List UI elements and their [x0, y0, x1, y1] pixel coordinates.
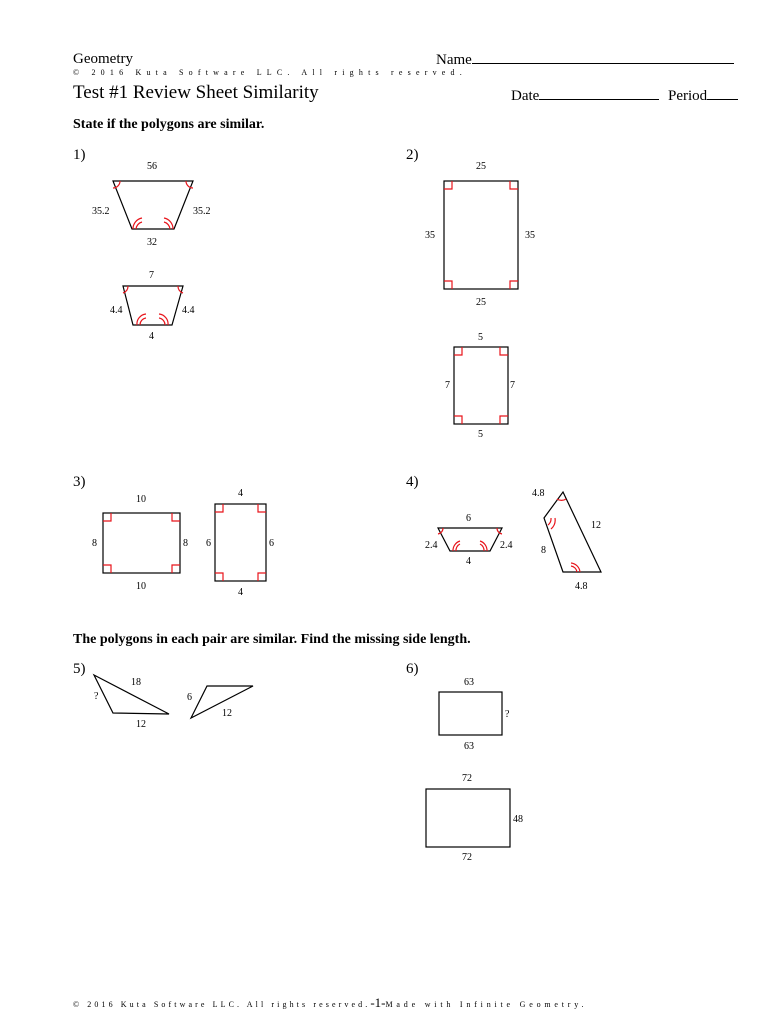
- p2-small-bottom-label: 5: [478, 429, 483, 440]
- p1-large-bottom-label: 32: [147, 237, 157, 248]
- p3-small-top-label: 4: [238, 488, 243, 499]
- copyright-top: © 2016 Kuta Software LLC. All rights reserved.: [73, 68, 467, 77]
- page-title: Test #1 Review Sheet Similarity: [73, 82, 319, 103]
- p6-large-bottom-label: 72: [462, 852, 472, 863]
- footer-made-with: Made with Infinite Geometry.: [385, 1000, 588, 1009]
- p3-large-left-label: 8: [92, 538, 97, 549]
- problem-5-number: 5): [73, 661, 86, 677]
- p3-large-right-angle-marks: [103, 513, 180, 573]
- p6-small-bottom-label: 63: [464, 741, 474, 752]
- p3-small-right-angle-marks: [215, 504, 266, 581]
- p4-trapezoid-right-label: 2.4: [500, 540, 513, 551]
- p3-small-bottom-label: 4: [238, 587, 243, 598]
- p3-large-bottom-label: 10: [136, 581, 146, 592]
- course-label: Geometry: [73, 51, 133, 67]
- p3-large-right-label: 8: [183, 538, 188, 549]
- problem-2-number: 2): [406, 147, 419, 163]
- p6-rect-small: [439, 692, 502, 735]
- p3-rect-large: [103, 513, 180, 573]
- p6-small-top-label: 63: [464, 677, 474, 688]
- p1-small-left-label: 4.4: [110, 305, 123, 316]
- p4-parallelogram-top-label: 4.8: [532, 488, 545, 499]
- p6-large-top-label: 72: [462, 773, 472, 784]
- p3-small-right-label: 6: [269, 538, 274, 549]
- p1-small-bottom-label: 4: [149, 331, 154, 342]
- p6-rect-large: [426, 789, 510, 847]
- p1-trapezoid-small: [123, 286, 183, 325]
- p1-large-top-label: 56: [147, 161, 157, 172]
- p4-trapezoid: [438, 528, 502, 551]
- problem-4-number: 4): [406, 474, 419, 490]
- p5-a-left-label: ?: [94, 691, 99, 702]
- name-label: Name: [436, 52, 472, 68]
- p5-b-bottom-label: 12: [222, 708, 232, 719]
- section2-instruction: The polygons in each pair are similar. Find the missing side length.: [73, 632, 471, 647]
- problem-3-number: 3): [73, 474, 86, 490]
- p2-rect-large: [444, 181, 518, 289]
- p2-large-top-label: 25: [476, 161, 486, 172]
- p4-parallelogram: [544, 492, 601, 572]
- p1-trapezoid-large: [113, 181, 193, 229]
- p4-parallelogram-angle-marks: [548, 499, 580, 572]
- p1-small-right-label: 4.4: [182, 305, 195, 316]
- p2-small-top-label: 5: [478, 332, 483, 343]
- p1-large-right-label: 35.2: [193, 206, 211, 217]
- p5-a-top-label: 18: [131, 677, 141, 688]
- p6-large-right-label: 48: [513, 814, 523, 825]
- p4-parallelogram-right-label: 12: [591, 520, 601, 531]
- footer-copyright: © 2016 Kuta Software LLC. All rights reserved.: [73, 1000, 371, 1009]
- p5-a-bottom-label: 12: [136, 719, 146, 730]
- p4-parallelogram-left-label: 8: [541, 545, 546, 556]
- section1-instruction: State if the polygons are similar.: [73, 117, 265, 132]
- problem-6-number: 6): [406, 661, 419, 677]
- period-label: Period: [668, 88, 708, 104]
- footer: [73, 995, 587, 1011]
- problem-1-number: 1): [73, 147, 86, 163]
- p2-large-right-angle-marks: [444, 181, 518, 289]
- p3-large-top-label: 10: [136, 494, 146, 505]
- p2-large-bottom-label: 25: [476, 297, 486, 308]
- p4-trapezoid-left-label: 2.4: [425, 540, 438, 551]
- p4-trapezoid-top-label: 6: [466, 513, 471, 524]
- p2-small-right-label: 7: [510, 380, 515, 391]
- p3-rect-small: [215, 504, 266, 581]
- p4-trapezoid-bottom-label: 4: [466, 556, 471, 567]
- p2-small-right-angle-marks: [454, 347, 508, 424]
- date-label: Date: [511, 88, 540, 104]
- page-number: -1-: [370, 995, 386, 1010]
- p1-large-angle-marks: [113, 181, 193, 229]
- p2-large-left-label: 35: [425, 230, 435, 241]
- p1-small-top-label: 7: [149, 270, 154, 281]
- p4-parallelogram-bottom-label: 4.8: [575, 581, 588, 592]
- p2-small-left-label: 7: [445, 380, 450, 391]
- p2-rect-small: [454, 347, 508, 424]
- p3-small-left-label: 6: [206, 538, 211, 549]
- p5-b-left-label: 6: [187, 692, 192, 703]
- p2-large-right-label: 35: [525, 230, 535, 241]
- p6-small-right-label: ?: [505, 709, 510, 720]
- p1-large-left-label: 35.2: [92, 206, 110, 217]
